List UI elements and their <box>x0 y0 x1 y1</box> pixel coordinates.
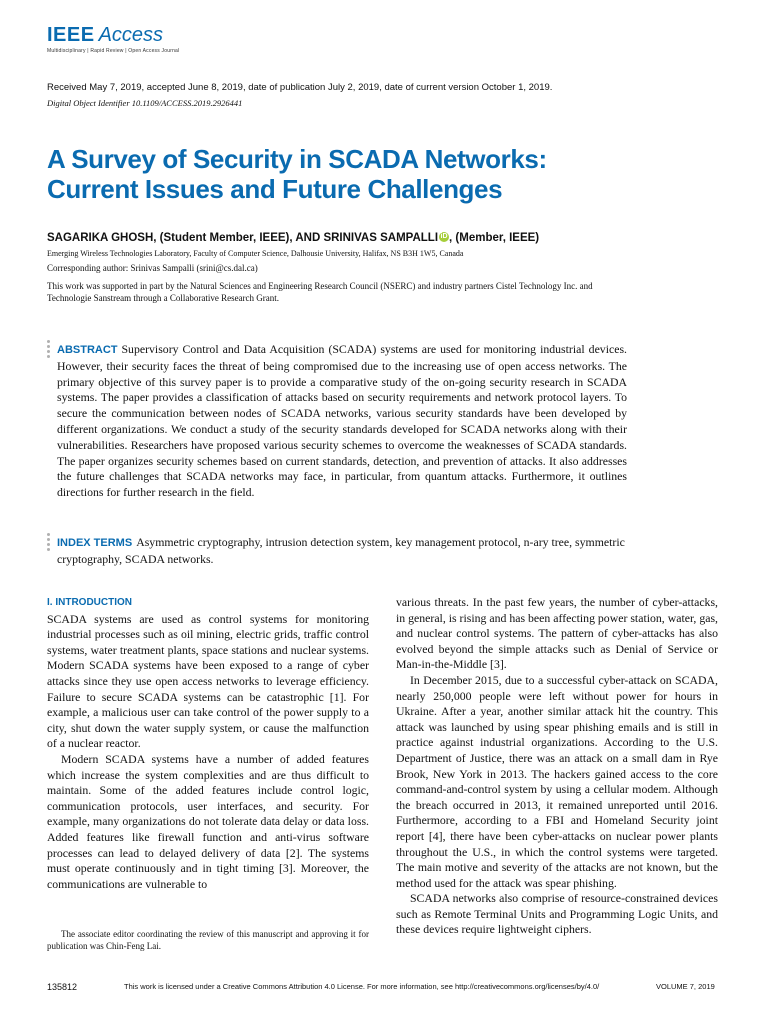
abstract-label: ABSTRACT <box>57 344 118 356</box>
title-line-1: A Survey of Security in SCADA Networks: <box>47 144 547 174</box>
paper-title <box>47 144 707 204</box>
index-terms-label: INDEX TERMS <box>57 537 133 549</box>
orcid-icon[interactable]: iD <box>440 233 448 240</box>
abstract-text: Supervisory Control and Data Acquisition (SCADA) systems are used for monitoring industrial devices. However, their security faces the threat of being compromised due to the increasing use of open access networks. The primary objective of this survey paper is to provide a comparative study of the on-going security research in SCADA systems. The paper provides a classification of attacks based on security requirements and network protocol layers. To secure the communication between nodes of SCADA networks, various security standards have been developed by different organizations. We conduct a study of the security standards developed for SCADA networks along with their vulnerabilities. Researchers have proposed various security schemes to overcome the weaknesses of SCADA standards. The paper organizes security schemes based on current standards, detection, and prevention of attacks. It also addresses the future challenges that SCADA networks may face, in particular, from quantum attacks. Furthermore, it outlines directions for further research in the field. <box>57 342 627 500</box>
footnote: The associate editor coordinating the review of this manuscript and approving it for publication was Chin-Feng Lai. <box>47 929 369 951</box>
right-column <box>396 595 718 938</box>
index-terms <box>57 535 627 568</box>
paragraph: Modern SCADA systems have a number of added features which increase the system complexities and are thus difficult to maintain. Some of the added features include control logic, communication protocols, user interfaces, and security. For example, many organizations do not tolerate data delay or data loss. Added features like firewall function and anti-virus software processes can lead to delayed delivery of data [2]. The systems must operate continuously and in tight timing [3]. Moreover, the communications are vulnerable to <box>47 751 369 891</box>
doi: Digital Object Identifier 10.1109/ACCESS.2019.2926441 <box>47 98 243 108</box>
index-terms-text: Asymmetric cryptography, intrusion detection system, key management protocol, n-ary tree, symmetric cryptography, SCADA networks. <box>57 535 625 566</box>
received-dates: Received May 7, 2019, accepted June 8, 2019, date of publication July 2, 2019, date of current version October 1, 2019. <box>47 82 553 93</box>
page-number: 135812 <box>47 982 78 992</box>
logo-ieee: IEEE <box>47 24 95 46</box>
logo-tagline: Multidisciplinary | Rapid Review | Open Access Journal <box>47 48 180 54</box>
paragraph: various threats. In the past few years, the number of cyber-attacks, in general, is rising and has been affecting power station, water, gas, and nuclear control systems. The pattern of cyber-attacks has also evolved beyond the simple attacks such as Denial of Service or Man-in-the-Middle [3]. <box>396 595 718 672</box>
paragraph: SCADA systems are used as control systems for monitoring industrial processes such as oil mining, electric grids, traffic control systems, water treatment plants, space stations and nuclear systems. Modern SCADA systems have been exposed to a range of cyber attacks since they use open access networks to leverage efficiency. Failure to secure SCADA systems can be catastrophic [1]. For example, a malicious user can take control of the power supply to a city, shut down the water supply system, or cause the malfunction of a nuclear reactor. <box>47 611 369 751</box>
left-column <box>47 595 369 892</box>
logo-access: Access <box>98 24 164 46</box>
corresponding-author: Corresponding author: Srinivas Sampalli (srini@cs.dal.ca) <box>47 263 258 273</box>
funding-note: This work was supported in part by the Natural Sciences and Engineering Research Council (NSERC) and industry partners Cistel Technology Inc. and Technologie Sanstream through a Collaborative Research Grant. <box>47 281 593 303</box>
abstract-marker-icon <box>47 340 51 360</box>
authors-text-a: SAGARIKA GHOSH, (Student Member, IEEE), AND SRINIVAS SAMPALLI <box>47 232 439 244</box>
affiliation: Emerging Wireless Technologies Laboratory, Faculty of Computer Science, Dalhousie University, Halifax, NS B3H 1W5, Canada <box>47 249 464 258</box>
index-terms-marker-icon <box>47 533 51 553</box>
license-note: This work is licensed under a Creative Commons Attribution 4.0 License. For more information, see http://creativecommons.org/licenses/by/4.0/ <box>124 982 600 991</box>
volume: VOLUME 7, 2019 <box>656 982 715 991</box>
authors <box>47 232 539 244</box>
paragraph: SCADA networks also comprise of resource-constrained devices such as Remote Terminal Units and Programming Logic Units, and these devices require lightweight ciphers. <box>396 891 718 937</box>
paragraph: In December 2015, due to a successful cyber-attack on SCADA, nearly 250,000 people were left without power for hours in Ukraine. After a year, another similar attack hit the country. This attack was launched by using spear phishing emails and is still in practice against industrial organizations. According to the U.S. Department of Justice, there was an attack on a small dam in Rye Brook, New York in 2013. The hackers gained access to the core command-and-control system by using a cellular modem. Although the breach occurred in 2013, it remained unreported until 2016. Furthermore, according to a FBI and Homeland Security joint report [4], there have been cyber-attacks on nuclear power plants throughout the U.S., in which the control systems were targeted. The main motive and severity of the attacks are not known, but the method used for the attack was spear phishing. <box>396 672 718 890</box>
journal-logo <box>47 24 179 54</box>
title-line-2: Current Issues and Future Challenges <box>47 174 503 204</box>
abstract <box>57 342 627 501</box>
authors-text-b: , (Member, IEEE) <box>449 232 540 244</box>
section-title: I. INTRODUCTION <box>47 597 132 608</box>
